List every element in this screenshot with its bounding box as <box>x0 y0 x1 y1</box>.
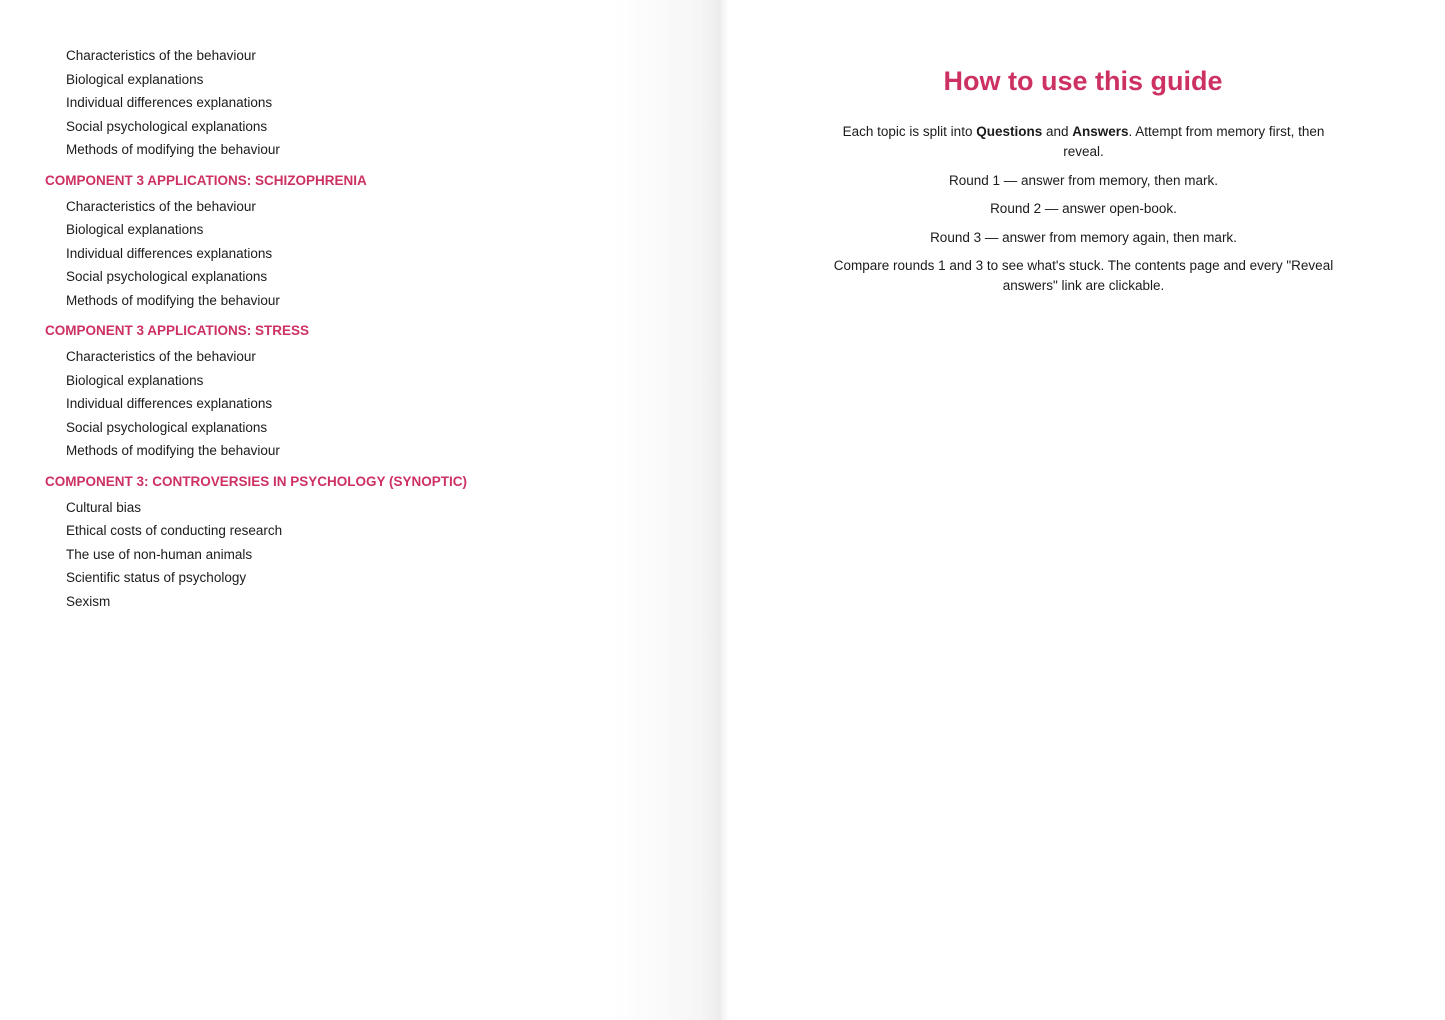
toc-item[interactable]: Social psychological explanations <box>66 269 268 284</box>
contents-page <box>0 0 721 1020</box>
toc-item[interactable]: Biological explanations <box>66 222 204 237</box>
toc-item[interactable]: Methods of modifying the behaviour <box>66 142 280 157</box>
toc-item[interactable]: Social psychological explanations <box>66 118 268 134</box>
toc-item[interactable]: Social psychological explanations <box>66 419 268 435</box>
guide-instructions <box>831 122 1336 305</box>
toc-intro-list <box>45 44 685 162</box>
table-of-contents <box>45 44 685 613</box>
guide-title: How to use this guide <box>943 66 1223 96</box>
toc-item[interactable]: Biological explanations <box>66 372 204 388</box>
toc-item[interactable]: Individual differences explanations <box>66 245 273 261</box>
intro-prefix: Each topic is split into <box>842 124 977 139</box>
toc-item[interactable]: Methods of modifying the behaviour <box>66 443 280 458</box>
toc-item[interactable]: Methods of modifying the behaviour <box>66 292 280 308</box>
toc-item[interactable]: Sexism <box>66 593 111 609</box>
intro-and: and <box>1042 124 1073 139</box>
toc-item[interactable]: The use of non-human animals <box>66 546 253 562</box>
toc-list-controversies <box>45 496 685 614</box>
toc-item[interactable]: Ethical costs of conducting research <box>66 523 283 538</box>
questions-term: Questions <box>976 124 1043 139</box>
toc-item[interactable]: Cultural bias <box>66 499 142 515</box>
round-3-instruction: Round 3 — answer from memory again, then mark. <box>930 229 1237 245</box>
toc-list-schizophrenia <box>45 195 685 313</box>
toc-item[interactable]: Individual differences explanations <box>66 95 273 110</box>
toc-item[interactable]: Characteristics of the behaviour <box>66 349 256 364</box>
compare-instruction: Compare rounds 1 and 3 to see what's stuck. The contents page and every "Reveal answers" link are clickable. <box>833 258 1334 293</box>
guide-intro-paragraph <box>831 122 1336 162</box>
toc-item[interactable]: Characteristics of the behaviour <box>66 198 256 214</box>
round-1-instruction: Round 1 — answer from memory, then mark. <box>948 172 1219 188</box>
toc-list-stress <box>45 345 685 463</box>
guide-page <box>721 0 1445 1020</box>
intro-suffix: . Attempt from memory first, then reveal. <box>1063 124 1325 159</box>
round-2-instruction: Round 2 — answer open-book. <box>990 201 1177 216</box>
toc-item[interactable]: Biological explanations <box>66 71 204 87</box>
toc-item[interactable]: Scientific status of psychology <box>66 570 247 585</box>
toc-item[interactable]: Characteristics of the behaviour <box>66 48 256 63</box>
toc-section-title-stress[interactable]: COMPONENT 3 APPLICATIONS: STRESS <box>45 323 310 338</box>
toc-section-title-schizophrenia[interactable]: COMPONENT 3 APPLICATIONS: SCHIZOPHRENIA <box>45 172 367 188</box>
toc-section-title-controversies[interactable]: COMPONENT 3: CONTROVERSIES IN PSYCHOLOGY (SYNOPTIC) <box>45 473 468 489</box>
toc-item[interactable]: Individual differences explanations <box>66 396 273 411</box>
answers-term: Answers <box>1072 124 1129 139</box>
